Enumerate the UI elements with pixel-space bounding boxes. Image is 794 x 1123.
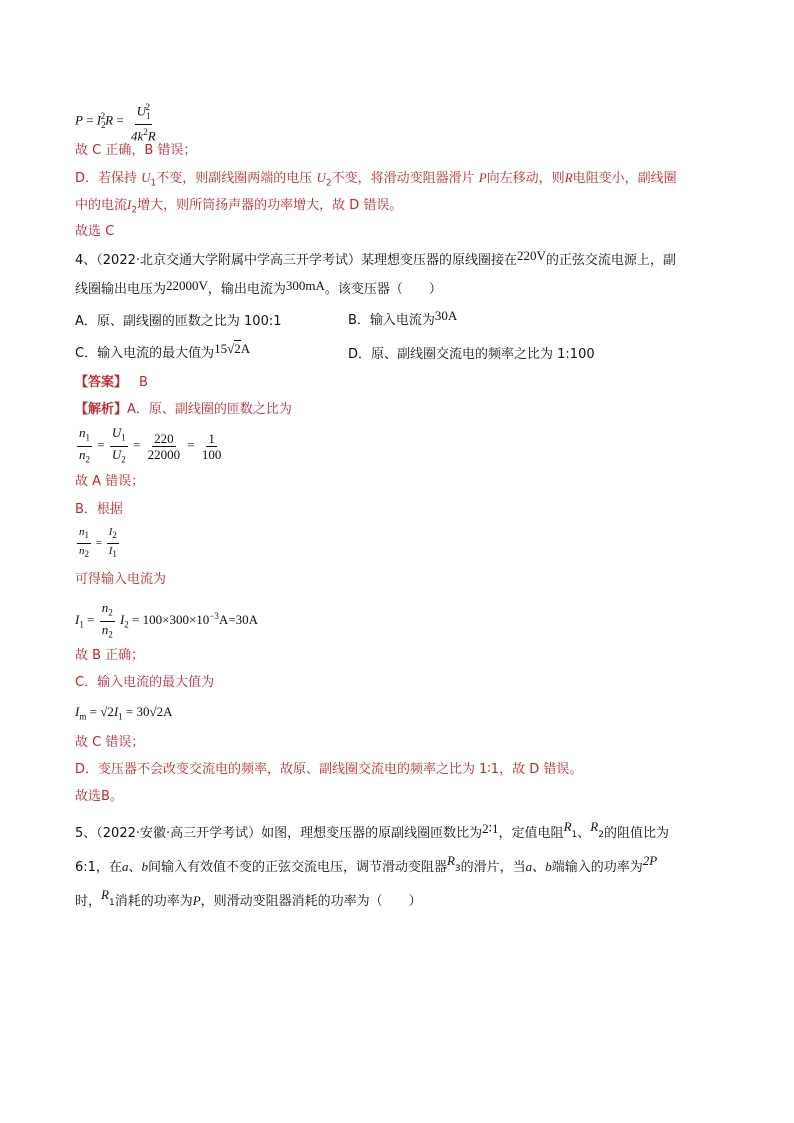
q4-option-a: A．原、副线圈的匝数之比为 100:1 <box>75 314 282 329</box>
input-current-formula: $I_1$ = $\frac{n_2}{n_2}$ $I_2 = 100\times 300\times 10^{-3}A=30A$ <box>75 600 258 640</box>
q4-b-label: B．根据 <box>75 502 123 517</box>
q4-option-b: B．输入电流为30A <box>348 308 458 328</box>
q4-b-get: 可得输入电流为 <box>75 572 167 587</box>
q5-stem-line2: 6:1，在a、b间输入有效值不变的正弦交流电压，调节滑动变阻器$R_3$的滑片，当a、b端输入的功率为2P <box>75 853 658 875</box>
q5-stem-line1: 5、（2022·安徽·高三开学考试）如图，理想变压器的原副线圈匝数比为2∶1，定值电阻$R_1$、$R_2$的阻值比为 <box>75 819 669 841</box>
max-current-formula: $I_m = √2I_1 = 30√2A$ <box>75 704 173 722</box>
q4-stem-line2: 线圈输出电压为22000V，输出电流为300mA。该变压器（ ） <box>75 278 442 297</box>
q4-option-d: D．原、副线圈交流电的频率之比为 1:100 <box>348 347 595 362</box>
q4-d-analysis: D．变压器不会改变交流电的频率，故原、副线圈交流电的频率之比为 1∶1，故 D 错误。 <box>75 762 583 777</box>
turns-ratio-formula: $\frac{n_1}{n_2}$ = $\frac{U_1}{U_2}$ = $\frac{220}{22000}$ = $\frac{1}{100}$ <box>79 425 222 465</box>
option-d-analysis-line1: D．若保持 $U_1$不变，则副线圈两端的电压 $U_2$不变，将滑动变阻器滑片 P向左移动，则R电阻变小，副线圈 <box>75 170 677 189</box>
q4-answer: 【答案】 B <box>75 375 148 390</box>
prev-choose: 故选 C <box>75 224 115 239</box>
current-ratio-formula: $\frac{n_1}{n_2}$ = $\frac{I_2}{I_1}$ <box>79 526 117 560</box>
power-formula: $P = I_2^2R$ = $\frac{U_1^2}{4k^2R}$ <box>75 102 156 144</box>
conclusion-c-correct: 故 C 正确，B 错误； <box>75 143 197 158</box>
q4-b-right: 故 B 正确； <box>75 648 145 663</box>
q4-choose: 故选B。 <box>75 789 123 804</box>
q4-option-c: C．输入电流的最大值为15√2A <box>75 341 251 361</box>
power-fraction: $\frac{U_1^2}{4k^2R}$ <box>130 102 156 144</box>
q4-c-wrong: 故 C 错误； <box>75 735 145 750</box>
q4-a-wrong: 故 A 错误； <box>75 474 145 489</box>
q4-analysis-a: 【解析】A．原、副线圈的匝数之比为 <box>75 402 292 417</box>
option-d-analysis-line2: 中的电流$I_2$增大，则所筒扬声器的功率增大，故 D 错误。 <box>75 197 403 216</box>
q4-stem-line1: 4、（2022·北京交通大学附属中学高三开学考试）某理想变压器的原线圈接在220V的正弦交流电源上，副 <box>75 248 676 268</box>
q5-stem-line3: 时，$R_1$消耗的功率为P，则滑动变阻器消耗的功率为（ ） <box>75 887 422 909</box>
q4-c-label: C．输入电流的最大值为 <box>75 675 215 690</box>
